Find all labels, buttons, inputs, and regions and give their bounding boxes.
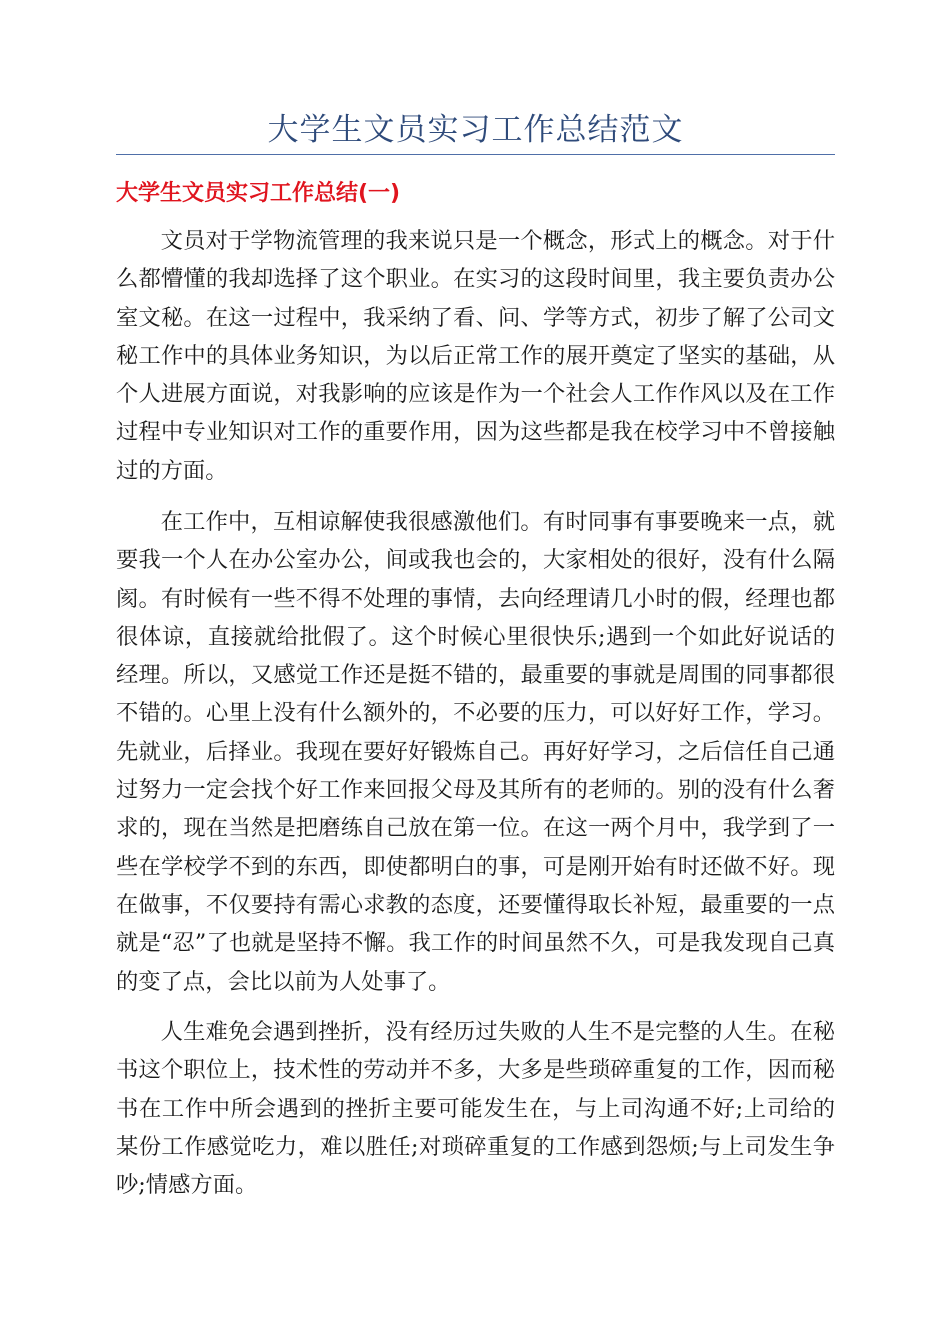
body-paragraph-3: 人生难免会遇到挫折，没有经历过失败的人生不是完整的人生。在秘书这个职位上，技术性的劳动并不多，大多是些琐碎重复的工作，因而秘书在工作中所会遇到的挫折主要可能发生在，与上司沟通不好;上司给的某份工作感觉吃力，难以胜任;对琐碎重复的工作感到怨烦;与上司发生争吵;情感方面。 xyxy=(116,1019,835,1199)
title-underline-divider xyxy=(116,154,835,155)
body-paragraph-2: 在工作中，互相谅解使我很感激他们。有时同事有事要晚来一点，就要我一个人在办公室办公，间或我也会的，大家相处的很好，没有什么隔阂。有时候有一些不得不处理的事情，去向经理请几小时的假，经理也都很体谅，直接就给批假了。这个时候心里很快乐;遇到一个如此好说话的经理。所以，又感觉工作还是挺不错的，最重要的事就是周围的同事都很不错的。心里上没有什么额外的，不必要的压力，可以好好工作，学习。先就业，后择业。我现在要好好锻炼自己。再好好学习，之后信任自己通过努力一定会找个好工作来回报父母及其所有的老师的。别的没有什么奢求的，现在当然是把磨练自己放在第一位。在这一两个月中，我学到了一些在学校学不到的东西，即使都明白的事，可是刚开始有时还做不好。现在做事，不仅要持有需心求教的态度，还要懂得取长补短，最重要的一点就是“忍”了也就是坚持不懈。我工作的时间虽然不久，可是我发现自己真的变了点，会比以前为人处事了。 xyxy=(116,509,835,995)
section-heading: 大学生文员实习工作总结(一) xyxy=(116,181,401,206)
body-paragraph-1: 文员对于学物流管理的我来说只是一个概念，形式上的概念。对于什么都懵懂的我却选择了这个职业。在实习的这段时间里，我主要负责办公室文秘。在这一过程中，我采纳了看、问、学等方式，初步了解了公司文秘工作中的具体业务知识，为以后正常工作的展开奠定了坚实的基础，从个人进展方面说，对我影响的应该是作为一个社会人工作作风以及在工作过程中专业知识对工作的重要作用，因为这些都是我在校学习中不曾接触过的方面。 xyxy=(116,228,835,484)
document-title: 大学生文员实习工作总结范文 xyxy=(267,112,684,148)
